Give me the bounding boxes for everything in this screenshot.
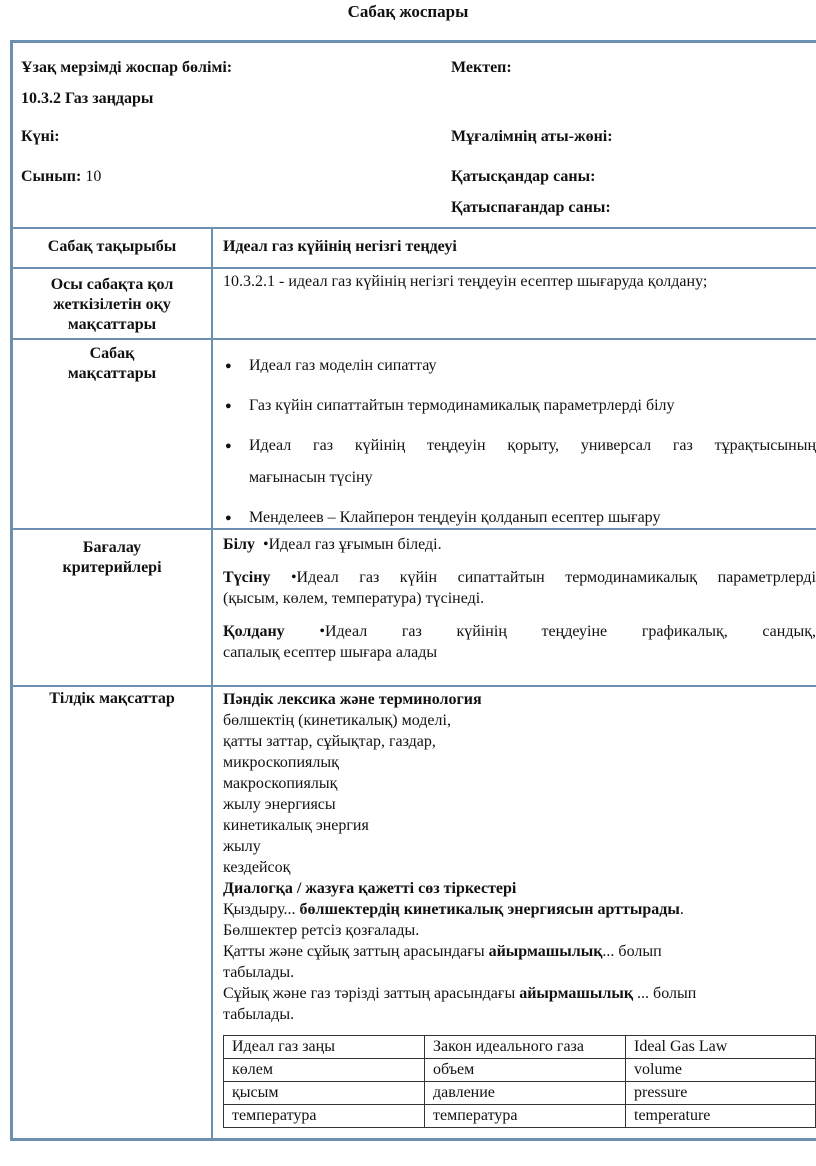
goal-item: ● Газ күйін сипаттайтын термодинамикалық параметрлерді білу xyxy=(223,390,816,422)
phrase-text: ... болып xyxy=(602,943,662,960)
phrase-bold: айырмашылық xyxy=(488,943,603,960)
section-value: 10.3.2 Газ заңдары xyxy=(21,90,154,107)
page-title: Сабақ жоспары xyxy=(347,2,469,21)
absent-label: Қатыспағандар саны: xyxy=(451,199,611,216)
objectives-label-line: Осы сабақта қол xyxy=(50,276,174,293)
phrase: табылады. xyxy=(223,964,295,981)
table-cell: volume xyxy=(626,1059,816,1082)
phrase-text: ... болып xyxy=(637,985,697,1002)
section-label: Ұзақ мерзімді жоспар бөлімі: xyxy=(21,59,233,76)
table-cell: Ideal Gas Law xyxy=(626,1036,816,1059)
goal-item: ● Менделеев – Клайперон теңдеуін қолданып есептер шығару xyxy=(223,502,816,534)
vocab-block xyxy=(223,689,816,1025)
table-row xyxy=(224,1036,816,1059)
table-cell: көлем xyxy=(224,1059,425,1082)
goal-item-line: ● Идеал газ күйінің теңдеуін қорыту, универсал газ тұрақтысының xyxy=(249,437,816,454)
class-value: 10 xyxy=(85,168,102,185)
glossary-table xyxy=(223,1035,816,1128)
apply-line xyxy=(223,621,816,642)
apply-text: •Идеал газ күйінің теңдеуіне графикалық, сандық, xyxy=(319,623,816,640)
goals-label-line: Сабақ xyxy=(89,345,135,362)
goal-item xyxy=(223,430,816,494)
vocab-item: макроскопиялық xyxy=(223,775,338,792)
criteria-understand xyxy=(223,567,816,609)
vocab-heading: Пәндік лексика және терминология xyxy=(223,691,482,708)
date-label: Күні: xyxy=(21,128,60,145)
vocab-item: кинетикалық энергия xyxy=(223,817,369,834)
apply-term: Қолдану xyxy=(223,623,285,640)
vocab-item: бөлшектің (кинетикалық) моделі, xyxy=(223,712,451,729)
school-label: Мектеп: xyxy=(451,59,512,76)
table-row xyxy=(224,1082,816,1105)
goals-label xyxy=(13,340,213,528)
table-cell: қысым xyxy=(224,1082,425,1105)
table-cell: Идеал газ заңы xyxy=(224,1036,425,1059)
know-text: •Идеал газ ұғымын біледі. xyxy=(263,536,442,553)
objectives-label xyxy=(13,269,213,338)
phrase xyxy=(223,983,816,1004)
table-cell: Закон идеального газа xyxy=(425,1036,626,1059)
goals-list xyxy=(223,350,816,542)
criteria-label-line: Бағалау xyxy=(82,539,142,556)
phrase xyxy=(223,899,816,920)
table-cell: pressure xyxy=(626,1082,816,1105)
language-label: Тілдік мақсаттар xyxy=(13,687,213,1141)
teacher-label: Мұғалімнің аты-жөні: xyxy=(451,128,613,145)
phrase-bold: бөлшектердің кинетикалық энергиясын арттырады xyxy=(299,901,680,918)
objectives-label-line: мақсаттары xyxy=(67,316,157,333)
criteria-row xyxy=(13,530,816,687)
header-block xyxy=(13,43,816,229)
vocab-item: микроскопиялық xyxy=(223,754,339,771)
table-cell: объем xyxy=(425,1059,626,1082)
class-label: Сынып: xyxy=(21,168,82,185)
phrases-heading: Диалогқа / жазуға қажетті сөз тіркестері xyxy=(223,880,517,897)
apply-line: сапалық есептер шығара алады xyxy=(223,644,438,661)
criteria-apply xyxy=(223,621,816,663)
topic-value: Идеал газ күйінің негізгі теңдеуі xyxy=(223,238,457,255)
class-field xyxy=(21,168,101,186)
goal-item-line: мағынасын түсіну xyxy=(249,469,373,486)
objectives-row xyxy=(13,269,816,340)
criteria-label xyxy=(13,530,213,685)
phrase-text: Қыздыру... xyxy=(223,901,296,918)
table-cell: температура xyxy=(425,1105,626,1128)
vocab-item: қатты заттар, сұйықтар, газдар, xyxy=(223,733,436,750)
understand-text: •Идеал газ күйін сипаттайтын термодинамикалық параметрлерді xyxy=(290,569,816,586)
criteria-content xyxy=(223,534,816,663)
understand-line: (қысым, көлем, температура) түсінеді. xyxy=(223,590,485,607)
criteria-label-line: критерийлері xyxy=(62,559,162,576)
phrase-text: Сұйық және газ тәрізді заттың арасындағы xyxy=(223,985,516,1002)
topic-row xyxy=(13,229,816,269)
topic-label: Сабақ тақырыбы xyxy=(13,229,213,267)
present-label: Қатысқандар саны: xyxy=(451,168,596,185)
table-cell: temperature xyxy=(626,1105,816,1128)
phrase-bold: айырмашылық xyxy=(519,985,634,1002)
table-cell: давление xyxy=(425,1082,626,1105)
objectives-value: 10.3.2.1 - идеал газ күйінің негізгі теңдеуін есептер шығаруда қолдану; xyxy=(223,273,708,290)
phrase: табылады. xyxy=(223,1006,295,1023)
know-term: Білу xyxy=(223,536,255,553)
goals-label-line: мақсаттары xyxy=(67,365,157,382)
goal-item: ● Идеал газ моделін сипаттау xyxy=(223,350,816,382)
language-content xyxy=(223,689,816,1141)
phrase xyxy=(223,941,816,962)
vocab-item: жылу xyxy=(223,838,261,855)
phrase-text: . xyxy=(679,901,684,918)
understand-term: Түсіну xyxy=(223,569,271,586)
table-cell: температура xyxy=(224,1105,425,1128)
criteria-know xyxy=(223,534,816,555)
table-row xyxy=(224,1105,816,1128)
phrase: Бөлшектер ретсіз қозғалады. xyxy=(223,922,420,939)
table-row xyxy=(224,1059,816,1082)
understand-line xyxy=(223,567,816,588)
phrase-text: Қатты және сұйық заттың арасындағы xyxy=(223,943,485,960)
goals-row xyxy=(13,340,816,530)
language-row xyxy=(13,687,816,1141)
lesson-plan-table xyxy=(10,40,816,1141)
vocab-item: жылу энергиясы xyxy=(223,796,336,813)
objectives-label-line: жеткізілетін оқу xyxy=(53,296,171,313)
vocab-item: кездейсоқ xyxy=(223,859,291,876)
